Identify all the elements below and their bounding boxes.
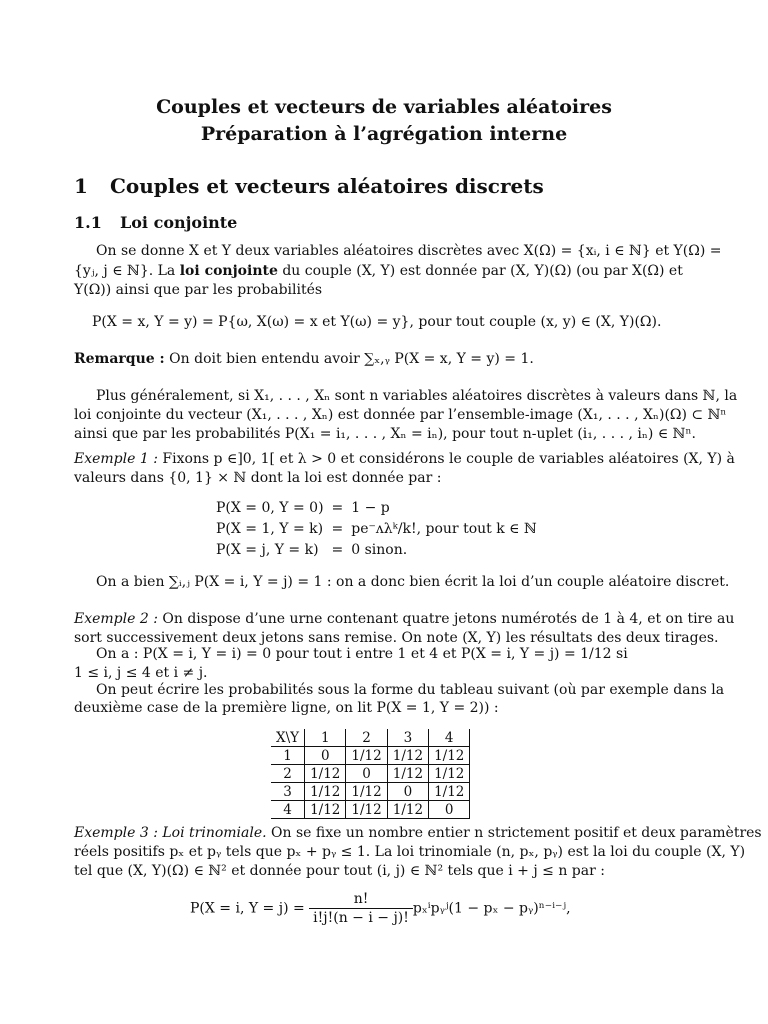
table-cell: 1/12 (346, 747, 387, 765)
table-cell: 0 (305, 747, 346, 765)
table-header: 1 (305, 729, 346, 747)
table-cell: 1/12 (429, 783, 470, 801)
example3-label: Exemple 3 : Loi trinomiale. (74, 825, 267, 841)
system-lhs: P(X = j, Y = k) (216, 541, 319, 558)
para1-line2-end: du couple (X, Y) est donnée par (X, Y)(Ω) (ou par X(Ω) et (277, 263, 683, 279)
example2-line5: On peut écrire les probabilités sous la forme du tableau suivant (où par exemple dans la (96, 682, 725, 698)
table-cell: 1/12 (387, 765, 428, 783)
fraction-numerator: n! (309, 890, 413, 909)
example1-line1 (74, 450, 735, 468)
example1-conclusion: On a bien ∑ᵢ,ⱼ P(X = i, Y = j) = 1 : on a donc bien écrit la loi d’un couple aléatoire discret. (96, 574, 730, 590)
system-rhs: 0 sinon. (351, 541, 408, 558)
trinomial-fraction (309, 890, 413, 927)
para2-line3: ainsi que par les probabilités P(X₁ = i₁, . . . , Xₙ = iₙ), pour tout n-uplet (i₁, . . . , iₙ) ∈ ℕⁿ. (74, 426, 696, 442)
section-title: Couples et vecteurs aléatoires discrets (110, 174, 544, 198)
table-cell: 0 (387, 783, 428, 801)
table-header-row (271, 729, 470, 747)
example2-label: Exemple 2 : (74, 611, 158, 627)
remark-label: Remarque : (74, 351, 165, 367)
loi-conjointe-term: loi conjointe (179, 263, 278, 279)
title-line-1: Couples et vecteurs de variables aléatoires (156, 96, 612, 118)
table-row-label: 2 (271, 765, 305, 783)
remark (74, 350, 534, 368)
fraction-denominator: i!j!(n − i − j)! (313, 910, 409, 926)
example3-line1 (74, 824, 762, 842)
example1-text: Fixons p ∈]0, 1[ et λ > 0 et considérons le couple de variables aléatoires (X, Y) à (157, 451, 735, 467)
table-row-label: 3 (271, 783, 305, 801)
example2-text: On dispose d’une urne contenant quatre jetons numérotés de 1 à 4, et on tire au (157, 611, 735, 627)
table-cell: 1/12 (305, 801, 346, 819)
para1-line1: On se donne X et Y deux variables aléatoires discrètes avec X(Ω) = {xᵢ, i ∈ ℕ} et Y(Ω) = (96, 243, 722, 259)
subsection-number: 1.1 (74, 213, 102, 232)
example2-line4: 1 ≤ i, j ≤ 4 et i ≠ j. (74, 665, 208, 681)
subsection-title: Loi conjointe (120, 213, 238, 232)
para1-line2-start: {yⱼ, j ∈ ℕ}. La (74, 263, 180, 279)
example2-line6: deuxième case de la première ligne, on lit P(X = 1, Y = 2)) : (74, 700, 499, 716)
table-corner: X\Y (271, 729, 305, 747)
title-line-2: Préparation à l’agrégation interne (200, 123, 568, 145)
table-cell: 1/12 (429, 747, 470, 765)
equation-joint-law: P(X = x, Y = y) = P{ω, X(ω) = x et Y(ω) = y}, pour tout couple (x, y) ∈ (X, Y)(Ω). (92, 314, 662, 330)
table-row (271, 801, 470, 819)
trinomial-rhs: pₓⁱpᵧʲ(1 − pₓ − pᵧ)ⁿ⁻ⁱ⁻ʲ, (412, 900, 571, 917)
example3-line2: réels positifs pₓ et pᵧ tels que pₓ + pᵧ ≤ 1. La loi trinomiale (n, pₓ, pᵧ) est la loi du couple (X, Y) (74, 844, 746, 860)
table-cell: 1/12 (387, 801, 428, 819)
table-cell: 1/12 (346, 801, 387, 819)
example3-line3: tel que (X, Y)(Ω) ∈ ℕ² et donnée pour tout (i, j) ∈ ℕ² tels que i + j ≤ n par : (74, 863, 605, 879)
system-lhs: P(X = 1, Y = k) (216, 520, 324, 537)
table-cell: 1/12 (305, 783, 346, 801)
table-cell: 1/12 (346, 783, 387, 801)
system-row (212, 518, 541, 539)
system-lhs: P(X = 0, Y = 0) (216, 499, 324, 516)
system-rhs: pe⁻ᴧλᵏ/k!, pour tout k ∈ ℕ (351, 520, 537, 537)
system-op: = (331, 499, 344, 516)
remark-text: On doit bien entendu avoir ∑ₓ,ᵧ P(X = x, Y = y) = 1. (164, 351, 534, 367)
system-op: = (331, 541, 344, 558)
example2-line2: sort successivement deux jetons sans remise. On note (X, Y) les résultats des deux tirages. (74, 630, 719, 646)
table-row (271, 783, 470, 801)
table-cell: 1/12 (387, 747, 428, 765)
para1-line3: Y(Ω)) ainsi que par les probabilités (74, 282, 323, 298)
example1-line2: valeurs dans {0, 1} × ℕ dont la loi est donnée par : (74, 470, 442, 486)
trinomial-lhs: P(X = i, Y = j) = (190, 900, 310, 917)
table-row (271, 747, 470, 765)
example2-line3: On a : P(X = i, Y = i) = 0 pour tout i entre 1 et 4 et P(X = i, Y = j) = 1/12 si (96, 646, 628, 662)
example1-system (212, 497, 541, 560)
trinomial-equation (190, 890, 571, 927)
para2-line2: loi conjointe du vecteur (X₁, . . . , Xₙ) est donnée par l’ensemble-image (X₁, . . . , Xₙ)(Ω) ⊂ ℕⁿ (74, 407, 727, 423)
example1-label: Exemple 1 : (74, 451, 158, 467)
table-row-label: 4 (271, 801, 305, 819)
table-row-label: 1 (271, 747, 305, 765)
system-row (212, 497, 541, 518)
system-rhs: 1 − p (351, 499, 390, 516)
example3-text: On se fixe un nombre entier n strictement positif et deux paramètres (266, 825, 762, 841)
probability-table (271, 729, 470, 819)
table-row (271, 765, 470, 783)
para2-line1: Plus généralement, si X₁, . . . , Xₙ sont n variables aléatoires discrètes à valeurs dans ℕ, la (96, 388, 738, 404)
system-row (212, 539, 541, 560)
table-cell: 1/12 (429, 765, 470, 783)
section-number: 1 (74, 174, 88, 198)
para1-line2 (74, 262, 683, 280)
table-cell: 0 (346, 765, 387, 783)
table-cell: 1/12 (305, 765, 346, 783)
table-header: 4 (429, 729, 470, 747)
system-op: = (331, 520, 344, 537)
example2-line1 (74, 610, 734, 628)
table-cell: 0 (429, 801, 470, 819)
table-header: 3 (387, 729, 428, 747)
table-header: 2 (346, 729, 387, 747)
